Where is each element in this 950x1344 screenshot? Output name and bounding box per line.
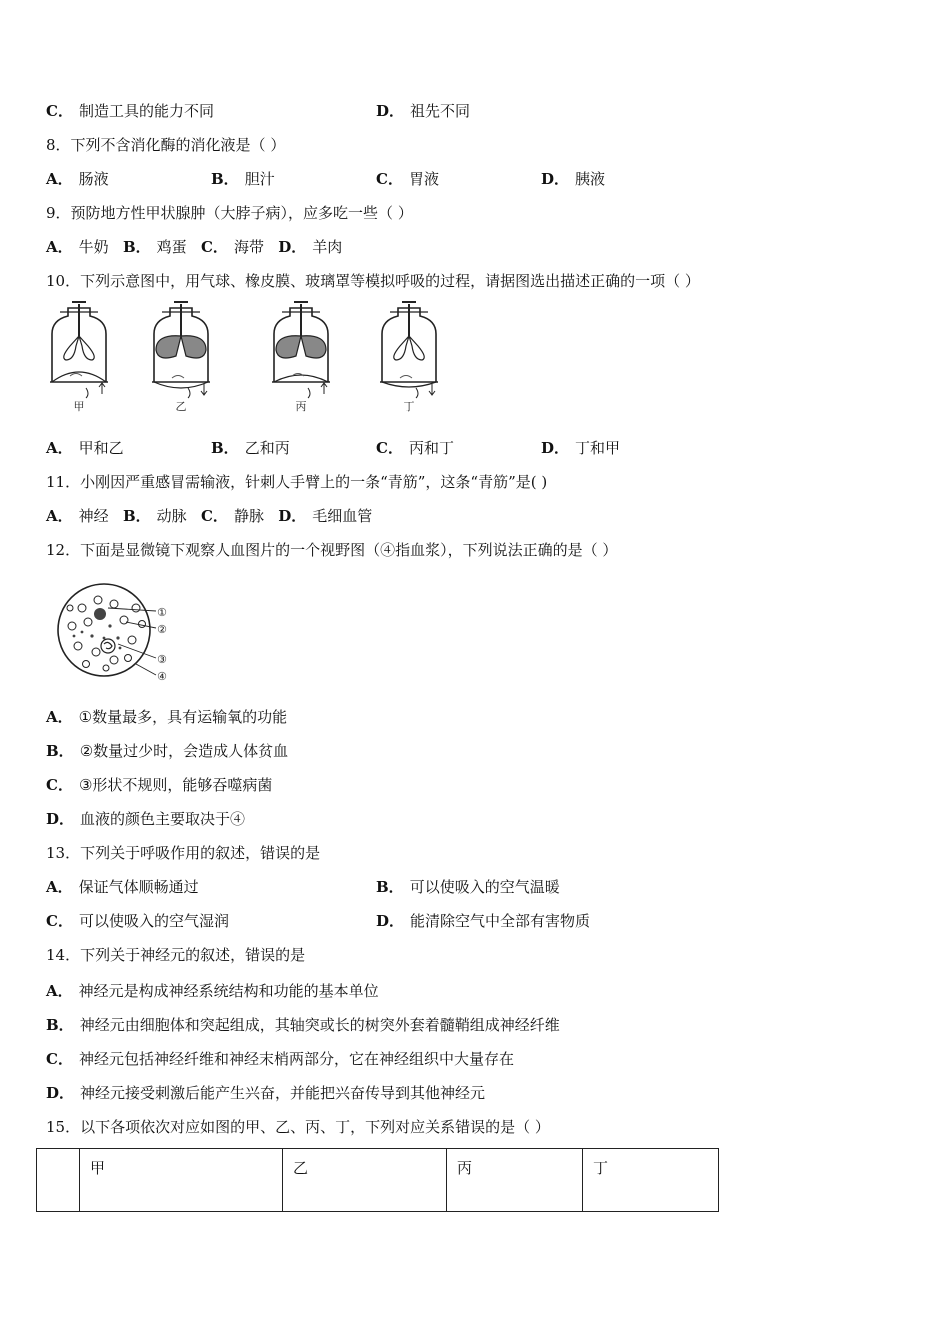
blood-smear-figure bbox=[52, 578, 182, 688]
q10-option-b: B． 乙和丙 bbox=[211, 439, 290, 457]
q8-stem: 8．下列不含消化酶的消化液是（ ） bbox=[46, 136, 286, 154]
q13-option-c: C． 可以使吸入的空气湿润 bbox=[46, 912, 229, 930]
q13-stem: 13．下列关于呼吸作用的叙述，错误的是 bbox=[46, 844, 321, 862]
q15-stem: 15．以下各项依次对应如图的甲、乙、丙、丁，下列对应关系错误的是（ ） bbox=[46, 1118, 550, 1136]
table-row bbox=[37, 1149, 719, 1212]
q10-option-a: A． 甲和乙 bbox=[46, 439, 124, 457]
q14-option-c: C． 神经元包括神经纤维和神经末梢两部分，它在神经组织中大量存在 bbox=[46, 1050, 514, 1068]
table-cell bbox=[37, 1149, 80, 1212]
q14-option-a: A． 神经元是构成神经系统结构和功能的基本单位 bbox=[46, 982, 379, 1000]
model-jia bbox=[50, 302, 108, 413]
q8-option-b: B． 胆汁 bbox=[211, 170, 275, 188]
q7-option-c: C． 制造工具的能力不同 bbox=[46, 102, 214, 120]
table-cell: 丙 bbox=[447, 1149, 583, 1212]
blood-label-1: ① bbox=[157, 606, 167, 619]
q8-option-a: A． 肠液 bbox=[46, 170, 109, 188]
q14-option-b: B． 神经元由细胞体和突起组成，其轴突或长的树突外套着髓鞘组成神经纤维 bbox=[46, 1016, 560, 1034]
q14-option-d: D． 神经元接受刺激后能产生兴奋，并能把兴奋传导到其他神经元 bbox=[46, 1084, 486, 1102]
q8-option-c: C． 胃液 bbox=[376, 170, 439, 188]
q9-options: A． 牛奶 B． 鸡蛋 C． 海带 D． 羊肉 bbox=[46, 238, 343, 256]
q12-option-c: C． ③形状不规则，能够吞噬病菌 bbox=[46, 776, 273, 794]
blood-label-4: ④ bbox=[157, 670, 167, 683]
table-cell: 丁 bbox=[583, 1149, 719, 1212]
model-yi-label: 乙 bbox=[175, 400, 187, 413]
q7-option-d: D． 祖先不同 bbox=[376, 102, 471, 120]
q10-option-d: D． 丁和甲 bbox=[541, 439, 621, 457]
q12-stem: 12．下面是显微镜下观察人血图片的一个视野图（④指血浆），下列说法正确的是（ ） bbox=[46, 541, 618, 559]
q13-option-b: B． 可以使吸入的空气温暖 bbox=[376, 878, 560, 896]
model-yi bbox=[152, 302, 210, 413]
q8-option-d: D． 胰液 bbox=[541, 170, 606, 188]
table-cell: 甲 bbox=[80, 1149, 283, 1212]
q11-stem: 11．小刚因严重感冒需输液，针刺人手臂上的一条“青筋”，这条“青筋”是( ) bbox=[46, 473, 548, 491]
q14-stem: 14．下列关于神经元的叙述，错误的是 bbox=[46, 946, 306, 964]
blood-label-2: ② bbox=[157, 623, 167, 636]
model-bing bbox=[272, 302, 330, 413]
model-bing-label: 丙 bbox=[295, 400, 307, 413]
q13-option-a: A． 保证气体顺畅通过 bbox=[46, 878, 199, 896]
q15-table bbox=[36, 1148, 719, 1212]
q10-stem: 10．下列示意图中，用气球、橡皮膜、玻璃罩等模拟呼吸的过程，请据图选出描述正确的一项（ ） bbox=[46, 272, 700, 290]
respiration-model-figure bbox=[40, 298, 460, 418]
model-ding bbox=[380, 302, 438, 413]
q13-option-d: D． 能清除空气中全部有害物质 bbox=[376, 912, 591, 930]
table-cell: 乙 bbox=[283, 1149, 447, 1212]
model-jia-label: 甲 bbox=[73, 400, 85, 413]
q12-option-d: D． 血液的颜色主要取决于④ bbox=[46, 810, 246, 828]
q10-option-c: C． 丙和丁 bbox=[376, 439, 454, 457]
q9-stem: 9．预防地方性甲状腺肿（大脖子病），应多吃一些（ ） bbox=[46, 204, 413, 222]
q12-option-a: A． ①数量最多，具有运输氧的功能 bbox=[46, 708, 288, 726]
model-ding-label: 丁 bbox=[403, 400, 415, 413]
q11-options: A． 神经 B． 动脉 C． 静脉 D． 毛细血管 bbox=[46, 507, 373, 525]
blood-label-3: ③ bbox=[157, 653, 167, 666]
q12-option-b: B． ②数量过少时，会造成人体贫血 bbox=[46, 742, 289, 760]
